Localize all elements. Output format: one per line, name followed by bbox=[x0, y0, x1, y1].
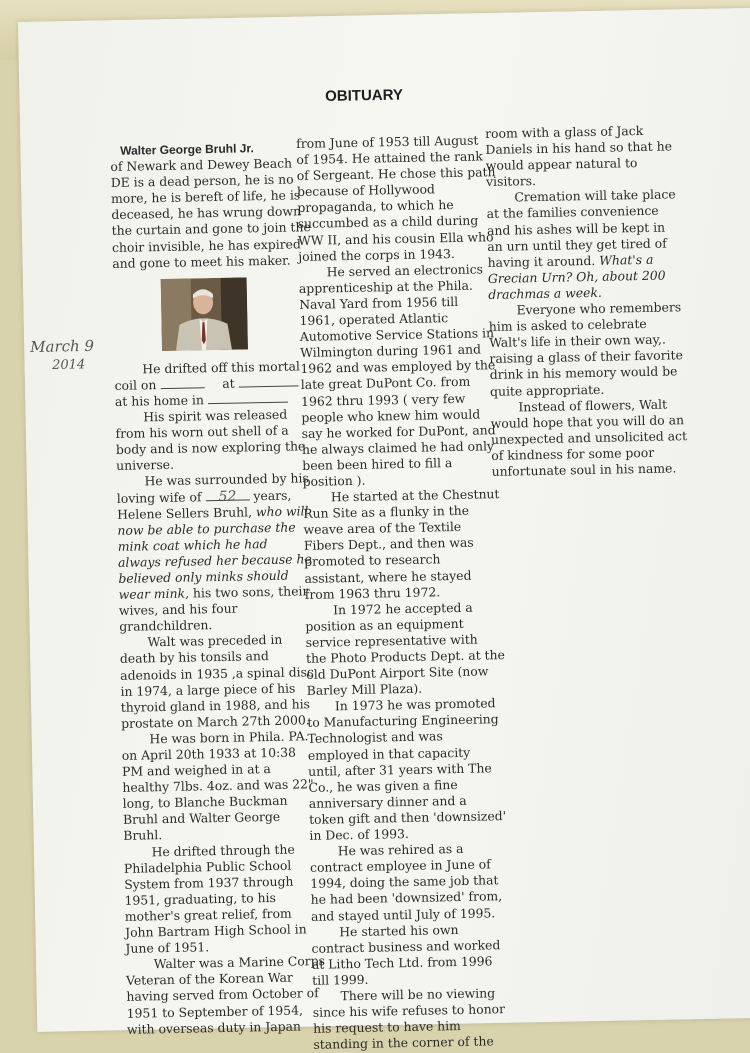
text-line: raising a glass of their favorite bbox=[489, 347, 684, 367]
text-line: he had been 'downsized' from, bbox=[310, 888, 503, 908]
text-line: Walt was preceded in bbox=[147, 632, 283, 650]
text-line: anniversary dinner and a bbox=[308, 792, 467, 811]
text-line: He was born in Phila. PA. bbox=[149, 728, 309, 747]
text-line: Naval Yard from 1956 till bbox=[299, 293, 459, 312]
text-line: Walt's life in their own way,. bbox=[489, 331, 666, 351]
text-line: employed in that capacity bbox=[307, 744, 471, 763]
text-fragment: What's a bbox=[599, 251, 654, 268]
portrait-photo bbox=[161, 277, 248, 351]
text-line: mink coat which he had bbox=[117, 535, 268, 554]
text-line: his request to have him bbox=[312, 1018, 461, 1036]
date-blank bbox=[160, 376, 204, 389]
text-line: Fibers Dept., and then was bbox=[303, 535, 474, 554]
text-line: 1961, operated Atlantic bbox=[299, 310, 449, 328]
handwritten-date: March 9 bbox=[30, 336, 95, 356]
portrait-image bbox=[161, 277, 248, 351]
text-line: service representative with bbox=[305, 631, 478, 650]
text-line: Bruhl and Walter George bbox=[122, 809, 281, 828]
text-line: Wilmington during 1961 and bbox=[300, 341, 482, 361]
text-line: Barley Mill Plaza). bbox=[306, 680, 423, 699]
text-line: in 1974, a large piece of his bbox=[120, 680, 296, 699]
text-fragment: wear mink, bbox=[118, 585, 190, 602]
text-line: 1951, graduating, to his bbox=[124, 889, 277, 908]
text-line: PM and weighed in at a bbox=[121, 761, 271, 779]
text-line: Cremation will take place bbox=[514, 186, 676, 205]
text-line: having served from October of bbox=[126, 985, 319, 1005]
handwritten-years: 52 bbox=[218, 488, 237, 505]
text-line: 1962 and was employed by the bbox=[300, 357, 496, 377]
text-line: succumbed as a child during bbox=[297, 212, 479, 232]
text-line: death by his tonsils and bbox=[119, 648, 269, 667]
text-line: room with a glass of Jack bbox=[485, 122, 644, 141]
text-fragment: years, bbox=[253, 487, 292, 503]
text-line: been been hired to fill a bbox=[302, 454, 453, 473]
text-line: In 1973 he was promoted bbox=[334, 695, 496, 714]
text-fragment: who will bbox=[255, 502, 309, 519]
text-line: Instead of flowers, Walt bbox=[518, 396, 668, 415]
time-blank bbox=[238, 374, 298, 387]
text-line: Technologist and was bbox=[307, 728, 443, 747]
text-line: at Litho Tech Ltd. from 1996 bbox=[311, 953, 493, 972]
text-line: say he worked for DuPont, and bbox=[301, 421, 496, 441]
text-line: until, after 31 years with The bbox=[308, 760, 492, 779]
text-line: His spirit was released bbox=[143, 406, 288, 425]
text-line: weave area of the Textile bbox=[303, 519, 462, 538]
text-line: Run Site as a flunky in the bbox=[303, 502, 470, 522]
column-3 bbox=[485, 122, 707, 480]
text-line: of Sergeant. He chose this path bbox=[296, 164, 496, 184]
text-line: Philadelphia Public School bbox=[123, 857, 292, 876]
text-line: There will be no viewing bbox=[340, 985, 496, 1004]
text-line: He drifted through the bbox=[151, 841, 295, 859]
text-line: late great DuPont Co. from bbox=[300, 374, 471, 393]
text-line: promoted to research bbox=[304, 551, 441, 570]
text-line: position as an equipment bbox=[305, 615, 464, 634]
text-line: now be able to purchase the bbox=[117, 519, 296, 538]
text-line: deceased, he has wrung down bbox=[111, 203, 302, 223]
text-line: the Photo Products Dept. at the bbox=[305, 647, 506, 666]
text-line: Co., he was given a fine bbox=[308, 776, 458, 795]
deceased-name: Walter George Bruhl Jr. bbox=[120, 141, 254, 158]
text-line: more, he is bereft of life, he is bbox=[110, 187, 301, 207]
text-line: would hope that you will do an bbox=[490, 411, 685, 431]
text-line: on April 20th 1933 at 10:38 bbox=[121, 744, 297, 763]
text-line: He drifted off this mortal bbox=[142, 358, 301, 377]
place-blank bbox=[208, 391, 288, 405]
text-fragment: his two sons, their bbox=[192, 583, 309, 601]
text-line: contract business and worked bbox=[311, 936, 501, 956]
text-line: Bruhl. bbox=[123, 827, 163, 844]
text-line: of 1954. He attained the rank bbox=[296, 148, 483, 168]
text-line: 1962 thru 1993 ( very few bbox=[300, 390, 466, 409]
text-line: DE is a dead person, he is no bbox=[110, 171, 294, 191]
coil-home-label: at his home in bbox=[114, 392, 205, 409]
text-line: joined the corps in 1943. bbox=[298, 245, 456, 264]
text-line: token gift and then 'downsized' bbox=[308, 808, 507, 827]
text-line: an urn until they get tired of bbox=[487, 235, 667, 254]
text-line: propaganda, to which he bbox=[297, 197, 454, 216]
text-line: old DuPont Airport Site (now bbox=[306, 663, 489, 682]
text-line: would appear natural to bbox=[485, 155, 638, 174]
text-line: Veteran of the Korean War bbox=[125, 969, 294, 989]
text-line: He started at the Chestnut bbox=[330, 486, 500, 505]
text-line: and gone to meet his maker. bbox=[112, 252, 291, 271]
text-line: long, to Blanche Buckman bbox=[122, 792, 288, 812]
text-line: Everyone who remembers bbox=[516, 299, 682, 318]
text-line: thyroid gland in 1988, and his bbox=[120, 695, 311, 715]
text-line: In 1972 he accepted a bbox=[332, 599, 473, 618]
text-line: from June of 1953 till August bbox=[296, 132, 479, 151]
text-line: prostate on March 27th 2000. bbox=[120, 712, 310, 731]
text-line: He served an electronics bbox=[326, 261, 484, 280]
text-fragment: loving wife of bbox=[116, 488, 202, 506]
text-line: He started his own bbox=[339, 921, 459, 939]
text-line: 1994, doing the same job that bbox=[310, 872, 499, 892]
text-line: since his wife refuses to honor bbox=[312, 1001, 506, 1020]
text-line: universe. bbox=[116, 457, 175, 474]
text-line: to Manufacturing Engineering bbox=[307, 711, 499, 731]
text-line: with overseas duty in Japan bbox=[126, 1018, 302, 1037]
text-line: always refused her because he bbox=[117, 551, 312, 570]
text-line: unexpected and unsolicited act bbox=[490, 427, 688, 447]
text-line: the curtain and gone to join the bbox=[111, 219, 311, 239]
text-line: WW II, and his cousin Ella who bbox=[297, 228, 494, 248]
text-line: drachmas a week. bbox=[488, 284, 602, 302]
text-line: standing in the corner of the bbox=[313, 1033, 494, 1053]
text-line: because of Hollywood bbox=[296, 181, 436, 200]
text-line: Grecian Urn? Oh, about 200 bbox=[487, 267, 666, 286]
text-line: believed only minks should bbox=[118, 567, 289, 586]
text-line: at the families convenience bbox=[486, 203, 659, 222]
text-line: He was rehired as a bbox=[337, 841, 464, 859]
text-line: Daniels in his hand so that he bbox=[485, 138, 673, 158]
text-line: assistant, where he stayed bbox=[304, 567, 472, 586]
text-line: from 1963 thru 1972. bbox=[304, 583, 441, 602]
text-line: adenoids in 1935 ,a spinal disc bbox=[120, 663, 314, 683]
text-line: Automotive Service Stations in bbox=[299, 325, 495, 345]
text-line: and stayed until July of 1995. bbox=[310, 904, 496, 924]
text-line: Walter was a Marine Corps bbox=[153, 953, 326, 972]
text-line: John Bartram High School in bbox=[125, 921, 307, 940]
text-line: He was surrounded by his bbox=[144, 470, 309, 489]
text-line: System from 1937 through bbox=[124, 873, 294, 892]
text-line: from his worn out shell of a bbox=[115, 422, 289, 442]
text-line: contract employee in June of bbox=[309, 856, 491, 876]
text-line: of Newark and Dewey Beach bbox=[110, 155, 293, 175]
text-line: in Dec. of 1993. bbox=[309, 825, 409, 843]
handwritten-year: 2014 bbox=[52, 357, 86, 373]
coil-at-label: at bbox=[222, 375, 235, 391]
text-line: of kindness for some poor bbox=[491, 444, 655, 463]
text-fragment: Helene Sellers Bruhl, bbox=[116, 503, 253, 522]
text-line: wives, and his four bbox=[118, 600, 238, 619]
text-line: he always claimed he had only bbox=[301, 438, 495, 457]
text-line: apprenticeship at the Phila. bbox=[298, 277, 474, 296]
text-line: position ). bbox=[302, 472, 366, 489]
text-line: visitors. bbox=[485, 173, 537, 190]
text-line: mother's great relief, from bbox=[124, 905, 292, 924]
text-fragment: having it around. bbox=[487, 252, 600, 270]
text-line: drink in his memory would be bbox=[489, 363, 678, 383]
text-line: body and is now exploring the bbox=[115, 438, 306, 458]
text-line: June of 1951. bbox=[125, 939, 210, 956]
page-title: OBITUARY bbox=[325, 86, 404, 105]
text-line: healthy 7lbs. 4oz. and was 22" bbox=[122, 776, 314, 796]
text-line: unfortunate soul in his name. bbox=[491, 460, 677, 479]
text-line: 1951 to September of 1954, bbox=[126, 1001, 304, 1021]
text-line: and his ashes will be kept in bbox=[486, 219, 666, 238]
text-line: choir invisible, he has expired bbox=[111, 235, 301, 255]
text-line: quite appropriate. bbox=[489, 381, 605, 399]
coil-on-label: coil on bbox=[114, 376, 157, 393]
text-line: people who knew him would bbox=[301, 406, 481, 425]
text-line: till 1999. bbox=[312, 971, 369, 988]
text-line: him is asked to celebrate bbox=[488, 316, 647, 335]
text-line: grandchildren. bbox=[119, 617, 213, 635]
